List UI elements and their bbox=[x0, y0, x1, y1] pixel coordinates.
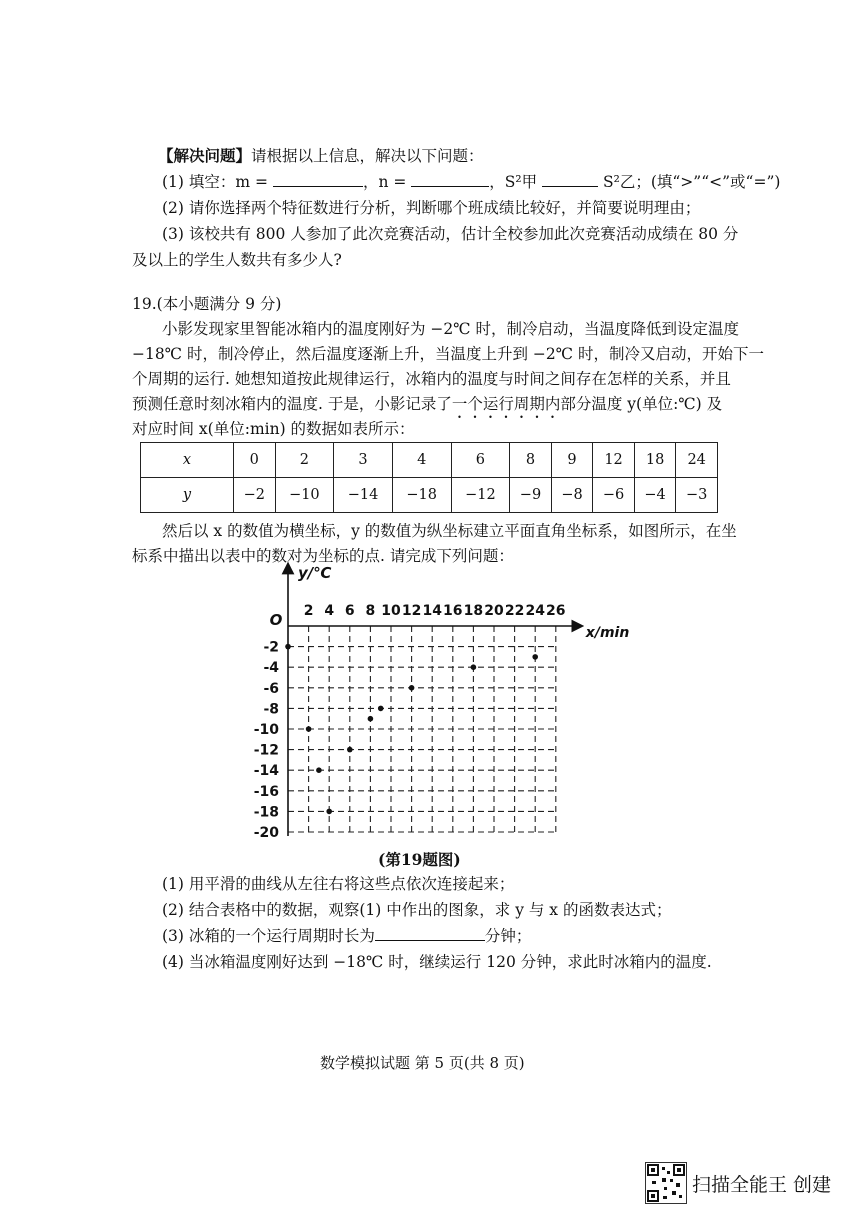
data-point bbox=[532, 654, 538, 660]
x-tick-label: 26 bbox=[546, 603, 566, 619]
section-heading: 【解决问题】 bbox=[158, 146, 252, 165]
table-cell: −14 bbox=[334, 478, 393, 513]
table-cell: 4 bbox=[392, 443, 451, 478]
q19-paragraph-2: −18℃ 时，制冷停止，然后温度逐渐上升，当温度上升到 −2℃ 时，制冷又启动，开始下一 bbox=[132, 345, 765, 363]
x-tick-label: 8 bbox=[365, 603, 376, 619]
table-header-x: x bbox=[141, 443, 234, 478]
y-tick-label: -2 bbox=[263, 639, 279, 656]
q19-paragraph-6: 然后以 x 的数值为横坐标，y 的数值为纵坐标建立平面直角坐标系，如图所示，在坐 bbox=[162, 522, 737, 540]
y-tick-label: -12 bbox=[253, 742, 279, 759]
q3-end: 分钟； bbox=[484, 927, 532, 945]
emphasized-phrase: 一个运行周期内 bbox=[451, 395, 561, 413]
figure-caption: (第19题图) bbox=[378, 850, 461, 869]
answer-blank-n[interactable] bbox=[411, 172, 489, 187]
x-tick-label: 14 bbox=[422, 603, 442, 619]
x-axis-label: x/min bbox=[585, 625, 630, 641]
scanner-watermark: 扫描全能王 创建 bbox=[692, 1174, 832, 1196]
y-tick-label: -6 bbox=[263, 680, 279, 697]
table-cell: −3 bbox=[676, 478, 718, 513]
table-cell: 2 bbox=[275, 443, 334, 478]
q1-prefix: (1) 填空：m = bbox=[162, 173, 268, 191]
data-point bbox=[285, 644, 291, 650]
origin-label: O bbox=[269, 611, 283, 629]
table-header-y: y bbox=[141, 478, 234, 513]
p4-end: 部分温度 y(单位:℃) 及 bbox=[560, 395, 723, 413]
answer-blank-period[interactable] bbox=[375, 926, 485, 941]
solve-problem-line bbox=[158, 145, 484, 167]
table-cell: 18 bbox=[634, 443, 676, 478]
table-cell: −18 bbox=[392, 478, 451, 513]
question-19-3 bbox=[162, 925, 531, 947]
data-point bbox=[306, 726, 312, 732]
section-intro: 请根据以上信息，解决以下问题： bbox=[251, 147, 484, 165]
chart-grid bbox=[288, 626, 556, 832]
page-footer: 数学模拟试题 第 5 页(共 8 页) bbox=[320, 1054, 525, 1072]
y-tick-label: -10 bbox=[253, 722, 279, 738]
q1-n: ，n = bbox=[362, 173, 407, 191]
data-point bbox=[378, 706, 384, 712]
x-tick-label: 10 bbox=[381, 603, 401, 619]
x-tick-label: 16 bbox=[443, 603, 463, 619]
question-18-1 bbox=[162, 171, 780, 193]
data-point bbox=[316, 767, 322, 773]
x-tick-label: 6 bbox=[344, 603, 355, 619]
y-tick-label: -20 bbox=[253, 825, 279, 841]
y-tick-label: -14 bbox=[253, 763, 279, 780]
answer-blank-variance[interactable] bbox=[542, 172, 598, 187]
table-cell: 6 bbox=[451, 443, 510, 478]
q3-start: (3) 冰箱的一个运行周期时长为 bbox=[162, 927, 375, 945]
table-cell: 24 bbox=[676, 443, 718, 478]
data-point bbox=[326, 809, 332, 815]
x-tick-label: 2 bbox=[303, 603, 314, 619]
data-point bbox=[409, 685, 415, 691]
question-18-2: (2) 请你选择两个特征数进行分析，判断哪个班成绩比较好，并简要说明理由； bbox=[162, 199, 701, 217]
data-point bbox=[347, 747, 353, 753]
x-tick-label: 12 bbox=[401, 603, 422, 619]
chart-tick-labels bbox=[254, 564, 630, 841]
table-cell: 8 bbox=[510, 443, 552, 478]
question-19-title: 19.(本小题满分 9 分) bbox=[132, 295, 282, 313]
answer-blank-m[interactable] bbox=[273, 172, 363, 187]
y-tick-label: -18 bbox=[253, 804, 279, 821]
table-cell: −2 bbox=[234, 478, 276, 513]
table-cell: 0 bbox=[234, 443, 276, 478]
y-tick-label: -4 bbox=[263, 660, 279, 677]
y-tick-label: -8 bbox=[263, 701, 279, 718]
data-point bbox=[368, 716, 374, 722]
question-18-3-line1: (3) 该校共有 800 人参加了此次竞赛活动，估计全校参加此次竞赛活动成绩在 80 分 bbox=[162, 225, 739, 243]
q1-s: ，S²甲 bbox=[489, 173, 538, 191]
y-axis-label: y/℃ bbox=[298, 564, 332, 582]
x-tick-label: 24 bbox=[525, 603, 545, 619]
q1-s2: S²乙；(填“>”“<”或“=”) bbox=[603, 173, 781, 191]
table-cell: −12 bbox=[451, 478, 510, 513]
table-cell: −6 bbox=[593, 478, 635, 513]
question-19-2: (2) 结合表格中的数据，观察(1) 中作出的图象，求 y 与 x 的函数表达式； bbox=[162, 901, 672, 919]
x-tick-label: 18 bbox=[463, 603, 484, 619]
q19-paragraph-1: 小影发现家里智能冰箱内的温度刚好为 −2℃ 时，制冷启动，当温度降低到设定温度 bbox=[162, 320, 740, 338]
question-19-1: (1) 用平滑的曲线从左往右将这些点依次连接起来； bbox=[162, 875, 515, 893]
x-tick-label: 22 bbox=[504, 603, 525, 619]
q19-paragraph-7: 标系中描出以表中的数对为坐标的点. 请完成下列问题： bbox=[132, 547, 514, 565]
table-cell: 12 bbox=[593, 443, 635, 478]
table-row-x bbox=[141, 443, 718, 478]
table-cell: 9 bbox=[551, 443, 593, 478]
table-cell: 3 bbox=[334, 443, 393, 478]
y-tick-label: -16 bbox=[253, 783, 279, 800]
table-cell: −10 bbox=[275, 478, 334, 513]
data-table bbox=[140, 442, 718, 513]
table-row-y bbox=[141, 478, 718, 513]
p4-start: 预测任意时刻冰箱内的温度. 于是，小影记录了 bbox=[132, 395, 452, 413]
table-cell: −9 bbox=[510, 478, 552, 513]
qr-code-icon bbox=[645, 1162, 687, 1204]
question-19-4: (4) 当冰箱温度刚好达到 −18℃ 时，继续运行 120 分钟，求此时冰箱内的温度. bbox=[162, 953, 712, 971]
q19-paragraph-3: 个周期的运行. 她想知道按此规律运行，冰箱内的温度与时间之间存在怎样的关系，并且 bbox=[132, 370, 731, 388]
x-tick-label: 20 bbox=[484, 603, 504, 619]
x-tick-label: 4 bbox=[324, 603, 335, 619]
table-cell: −8 bbox=[551, 478, 593, 513]
q19-paragraph-5: 对应时间 x(单位:min) 的数据如表所示： bbox=[132, 420, 415, 438]
table-cell: −4 bbox=[634, 478, 676, 513]
question-18-3-line2: 及以上的学生人数共有多少人? bbox=[132, 251, 342, 269]
data-point bbox=[471, 664, 477, 670]
coordinate-chart bbox=[240, 558, 640, 858]
